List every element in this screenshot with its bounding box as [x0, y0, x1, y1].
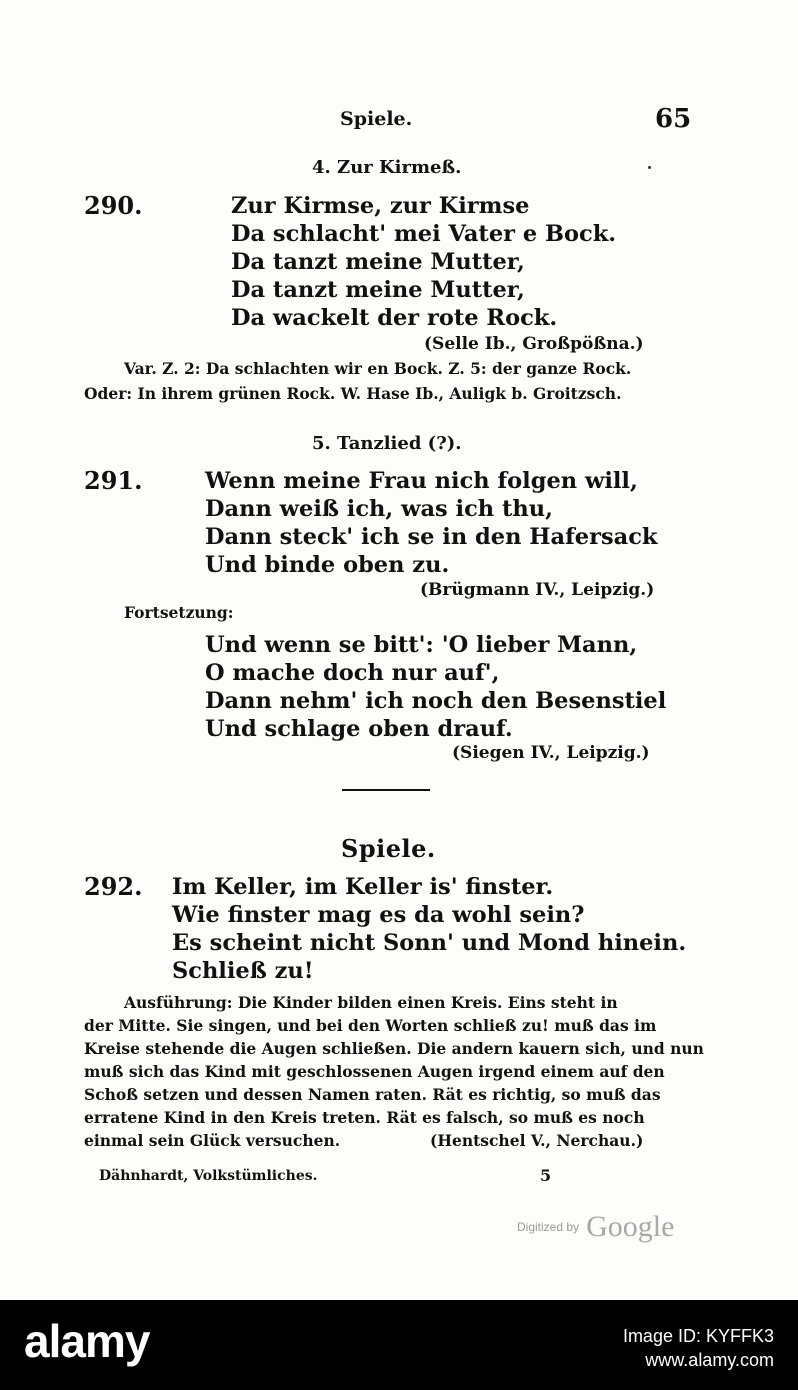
poem-290-line: Da tanzt meine Mutter, — [231, 249, 525, 275]
poem-292-line: Wie finster mag es da wohl sein? — [172, 902, 585, 928]
explanation-line: einmal sein Glück versuchen. — [84, 1131, 341, 1150]
explanation-line: Ausführung: Die Kinder bilden einen Kreis. Eins steht in — [124, 993, 618, 1012]
continuation-source: (Siegen IV., Leipzig.) — [452, 743, 650, 763]
poem-291-line: Dann weiß ich, was ich thu, — [205, 496, 553, 522]
continuation-line: Und wenn se bitt': 'O lieber Mann, — [205, 632, 638, 658]
games-heading: Spiele. — [341, 834, 436, 863]
section-divider — [342, 789, 430, 791]
poem-290-line: Da wackelt der rote Rock. — [231, 305, 558, 331]
poem-290-source: (Selle Ib., Großpößna.) — [424, 334, 644, 354]
section-title-tanzlied: 5. Tanzlied (?). — [312, 433, 462, 454]
banner-info — [623, 1324, 774, 1372]
continuation-line: O mache doch nur auf', — [205, 660, 500, 686]
poem-291-line: Dann steck' ich se in den Hafersack — [205, 524, 658, 550]
poem-291-line: Und binde oben zu. — [205, 552, 450, 578]
variant-note-line: Var. Z. 2: Da schlachten wir en Bock. Z. 5: der ganze Rock. — [124, 359, 632, 378]
poem-291-source: (Brügmann IV., Leipzig.) — [420, 580, 655, 600]
variant-note-line: Oder: In ihrem grünen Rock. W. Hase Ib., Auligk b. Groitzsch. — [84, 384, 622, 403]
alamy-url: www.alamy.com — [645, 1350, 774, 1370]
poem-292-line: Es scheint nicht Sonn' und Mond hinein. — [172, 930, 687, 956]
signature-mark: 5 — [540, 1166, 552, 1185]
digitized-watermark — [517, 1210, 674, 1244]
continuation-line: Und schlage oben drauf. — [205, 716, 513, 742]
poem-292-line: Im Keller, im Keller is' finster. — [172, 874, 554, 900]
poem-number-292: 292. — [84, 872, 143, 901]
poem-number-290: 290. — [84, 191, 143, 220]
continuation-label: Fortsetzung: — [124, 603, 234, 622]
image-id: Image ID: KYFFK3 — [622, 1326, 774, 1346]
poem-number-291: 291. — [84, 466, 143, 495]
explanation-source: (Hentschel V., Nerchau.) — [430, 1131, 644, 1150]
poem-291-line: Wenn meine Frau nich folgen will, — [205, 468, 638, 494]
explanation-line: der Mitte. Sie singen, und bei den Worten schließ zu! muß das im — [84, 1016, 657, 1035]
section-title-kirmess: 4. Zur Kirmeß. — [312, 157, 462, 178]
poem-290-line: Da schlacht' mei Vater e Bock. — [231, 221, 617, 247]
stock-banner — [0, 1300, 798, 1390]
poem-290-line: Da tanzt meine Mutter, — [231, 277, 525, 303]
footer-author-title: Dähnhardt, Volkstümliches. — [99, 1168, 318, 1184]
print-speck — [648, 166, 651, 169]
explanation-line: muß sich das Kind mit geschlossenen Augen irgend einem auf den — [84, 1062, 665, 1081]
page-number: 65 — [655, 104, 692, 134]
alamy-logo: alamy — [24, 1315, 150, 1367]
continuation-line: Dann nehm' ich noch den Besenstiel — [205, 688, 667, 714]
digitized-by-text: Digitized by — [517, 1220, 580, 1234]
poem-292-line: Schließ zu! — [172, 958, 314, 984]
running-title: Spiele. — [340, 108, 413, 130]
poem-290-line: Zur Kirmse, zur Kirmse — [231, 193, 530, 219]
explanation-line: Kreise stehende die Augen schließen. Die andern kauern sich, und nun — [84, 1039, 704, 1058]
explanation-line: erratene Kind in den Kreis treten. Rät es falsch, so muß es noch — [84, 1108, 645, 1127]
google-logo: Google — [586, 1210, 675, 1243]
explanation-line: Schoß setzen und dessen Namen raten. Rät es richtig, so muß das — [84, 1085, 661, 1104]
